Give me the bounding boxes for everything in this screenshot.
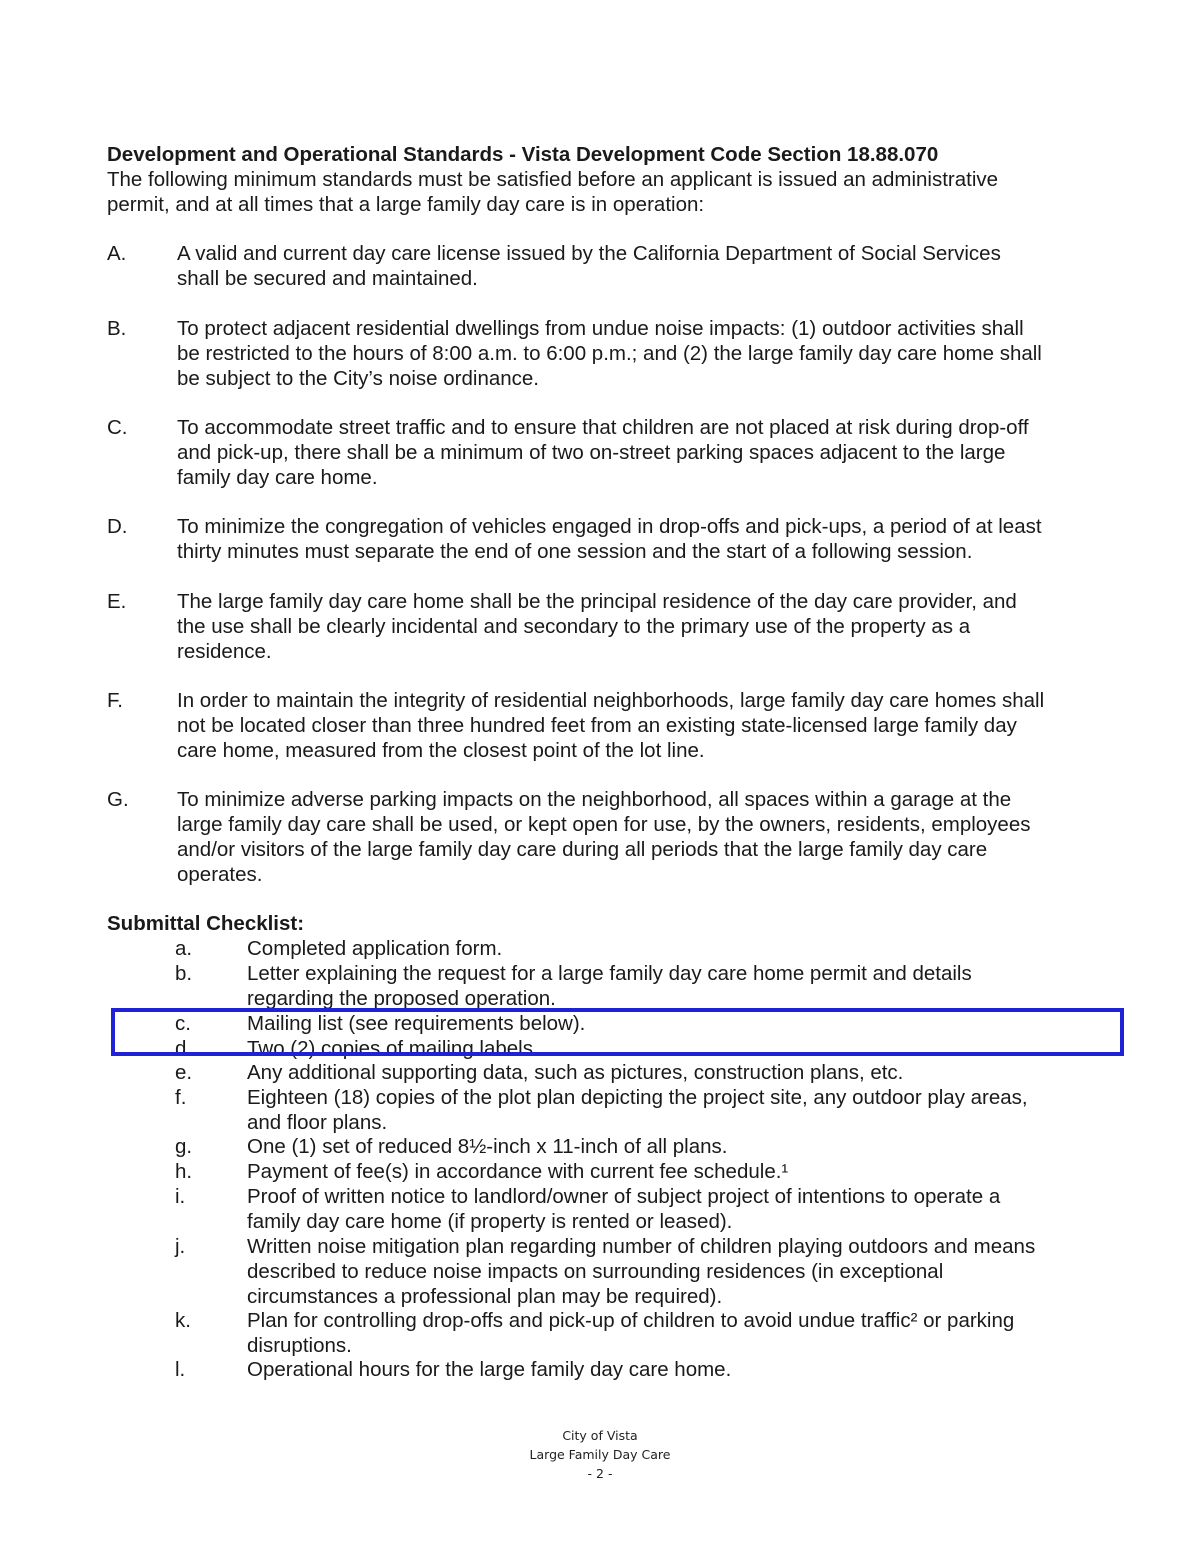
checklist-text [247, 1308, 1107, 1358]
checklist-letter: e. [175, 1061, 193, 1084]
checklist-letter: i. [175, 1185, 186, 1208]
checklist-text [247, 1159, 1107, 1184]
checklist-line: family day care home (if property is rented or leased). [247, 1210, 733, 1233]
checklist-text [247, 1184, 1107, 1234]
standard-letter: G. [107, 788, 129, 811]
standards-intro-line-1: The following minimum standards must be satisfied before an applicant is issued an administrative [107, 168, 999, 191]
standard-line: not be located closer than three hundred feet from an existing state-licensed large family day [177, 714, 1017, 737]
checklist-letter: b. [175, 962, 193, 985]
standard-line: To minimize adverse parking impacts on the neighborhood, all spaces within a garage at the [177, 788, 1012, 811]
checklist-letter: d. [175, 1037, 193, 1060]
checklist-line: Eighteen (18) copies of the plot plan depicting the project site, any outdoor play areas, [247, 1086, 1028, 1109]
checklist-letter: h. [175, 1160, 193, 1183]
standard-line: residence. [177, 640, 272, 663]
checklist-text [247, 1357, 1107, 1382]
standards-heading: Development and Operational Standards - Vista Development Code Section 18.88.070 [107, 143, 939, 166]
standard-line: thirty minutes must separate the end of one session and the start of a following session. [177, 540, 973, 563]
standard-line: family day care home. [177, 466, 378, 489]
standard-line: shall be secured and maintained. [177, 267, 478, 290]
checklist-letter: f. [175, 1086, 187, 1109]
standard-text [177, 589, 1102, 664]
checklist-line: Any additional supporting data, such as pictures, construction plans, etc. [247, 1061, 904, 1084]
checklist-text [247, 961, 1107, 1011]
checklist-line: Operational hours for the large family day care home. [247, 1358, 732, 1381]
standard-line: large family day care shall be used, or kept open for use, by the owners, residents, employees [177, 813, 1031, 836]
highlight-box [111, 1008, 1124, 1056]
standard-line: To minimize the congregation of vehicles engaged in drop-offs and pick-ups, a period of at least [177, 515, 1042, 538]
standard-letter: A. [107, 242, 127, 265]
checklist-line: Completed application form. [247, 937, 503, 960]
checklist-letter: c. [175, 1012, 191, 1035]
checklist-line: disruptions. [247, 1334, 352, 1357]
checklist-line: described to reduce noise impacts on surrounding residences (in exceptional [247, 1260, 944, 1283]
standard-line: A valid and current day care license issued by the California Department of Social Services [177, 242, 1001, 265]
checklist-line: Letter explaining the request for a large family day care home permit and details [247, 962, 972, 985]
checklist-line: One (1) set of reduced 8½-inch x 11-inch of all plans. [247, 1135, 728, 1158]
standard-text [177, 316, 1102, 391]
standard-line: and/or visitors of the large family day care during all periods that the large family day care [177, 838, 988, 861]
checklist-text [247, 1060, 1107, 1085]
footer-line-1: City of Vista [562, 1428, 638, 1443]
checklist-line: Plan for controlling drop-offs and pick-up of children to avoid undue traffic² or parking [247, 1309, 1015, 1332]
standard-line: and pick-up, there shall be a minimum of two on-street parking spaces adjacent to the large [177, 441, 1006, 464]
standard-line: the use shall be clearly incidental and secondary to the primary use of the property as a [177, 615, 971, 638]
checklist-line: and floor plans. [247, 1111, 388, 1134]
standards-intro-line-2: permit, and at all times that a large family day care is in operation: [107, 193, 705, 216]
checklist-text [247, 1085, 1107, 1135]
checklist-text [247, 1134, 1107, 1159]
checklist-heading: Submittal Checklist: [107, 912, 305, 935]
standard-letter: B. [107, 317, 127, 340]
standard-line: care home, measured from the closest point of the lot line. [177, 739, 705, 762]
checklist-text [247, 1234, 1107, 1309]
checklist-line: regarding the proposed operation. [247, 987, 556, 1010]
standard-text [177, 688, 1102, 763]
standard-letter: C. [107, 416, 128, 439]
checklist-text [247, 936, 1107, 961]
footer-page-number: - 2 - [587, 1466, 613, 1481]
checklist-line: Two (2) copies of mailing labels. [247, 1037, 539, 1060]
standard-line: be restricted to the hours of 8:00 a.m. to 6:00 p.m.; and (2) the large family day care home shall [177, 342, 1042, 365]
standard-line: The large family day care home shall be the principal residence of the day care provider, and [177, 590, 1017, 613]
standard-text [177, 241, 1102, 291]
standard-line: be subject to the City’s noise ordinance. [177, 367, 540, 390]
standard-letter: E. [107, 590, 127, 613]
checklist-letter: a. [175, 937, 193, 960]
footer-line-2: Large Family Day Care [529, 1447, 671, 1462]
standard-line: To accommodate street traffic and to ensure that children are not placed at risk during drop-off [177, 416, 1029, 439]
checklist-line: Written noise mitigation plan regarding number of children playing outdoors and means [247, 1235, 1036, 1258]
checklist-line: circumstances a professional plan may be required). [247, 1285, 723, 1308]
standard-letter: D. [107, 515, 128, 538]
standard-line: In order to maintain the integrity of residential neighborhoods, large family day care homes shall [177, 689, 1045, 712]
checklist-line: Mailing list (see requirements below). [247, 1012, 586, 1035]
standard-line: To protect adjacent residential dwellings from undue noise impacts: (1) outdoor activities shall [177, 317, 1024, 340]
standard-text [177, 787, 1102, 887]
checklist-letter: g. [175, 1135, 193, 1158]
checklist-letter: j. [175, 1235, 186, 1258]
checklist-letter: k. [175, 1309, 191, 1332]
standard-line: operates. [177, 863, 263, 886]
checklist-letter: l. [175, 1358, 186, 1381]
standard-text [177, 415, 1102, 490]
checklist-line: Payment of fee(s) in accordance with current fee schedule.¹ [247, 1160, 789, 1183]
standard-letter: F. [107, 689, 123, 712]
standard-text [177, 514, 1102, 564]
checklist-line: Proof of written notice to landlord/owner of subject project of intentions to operate a [247, 1185, 1001, 1208]
